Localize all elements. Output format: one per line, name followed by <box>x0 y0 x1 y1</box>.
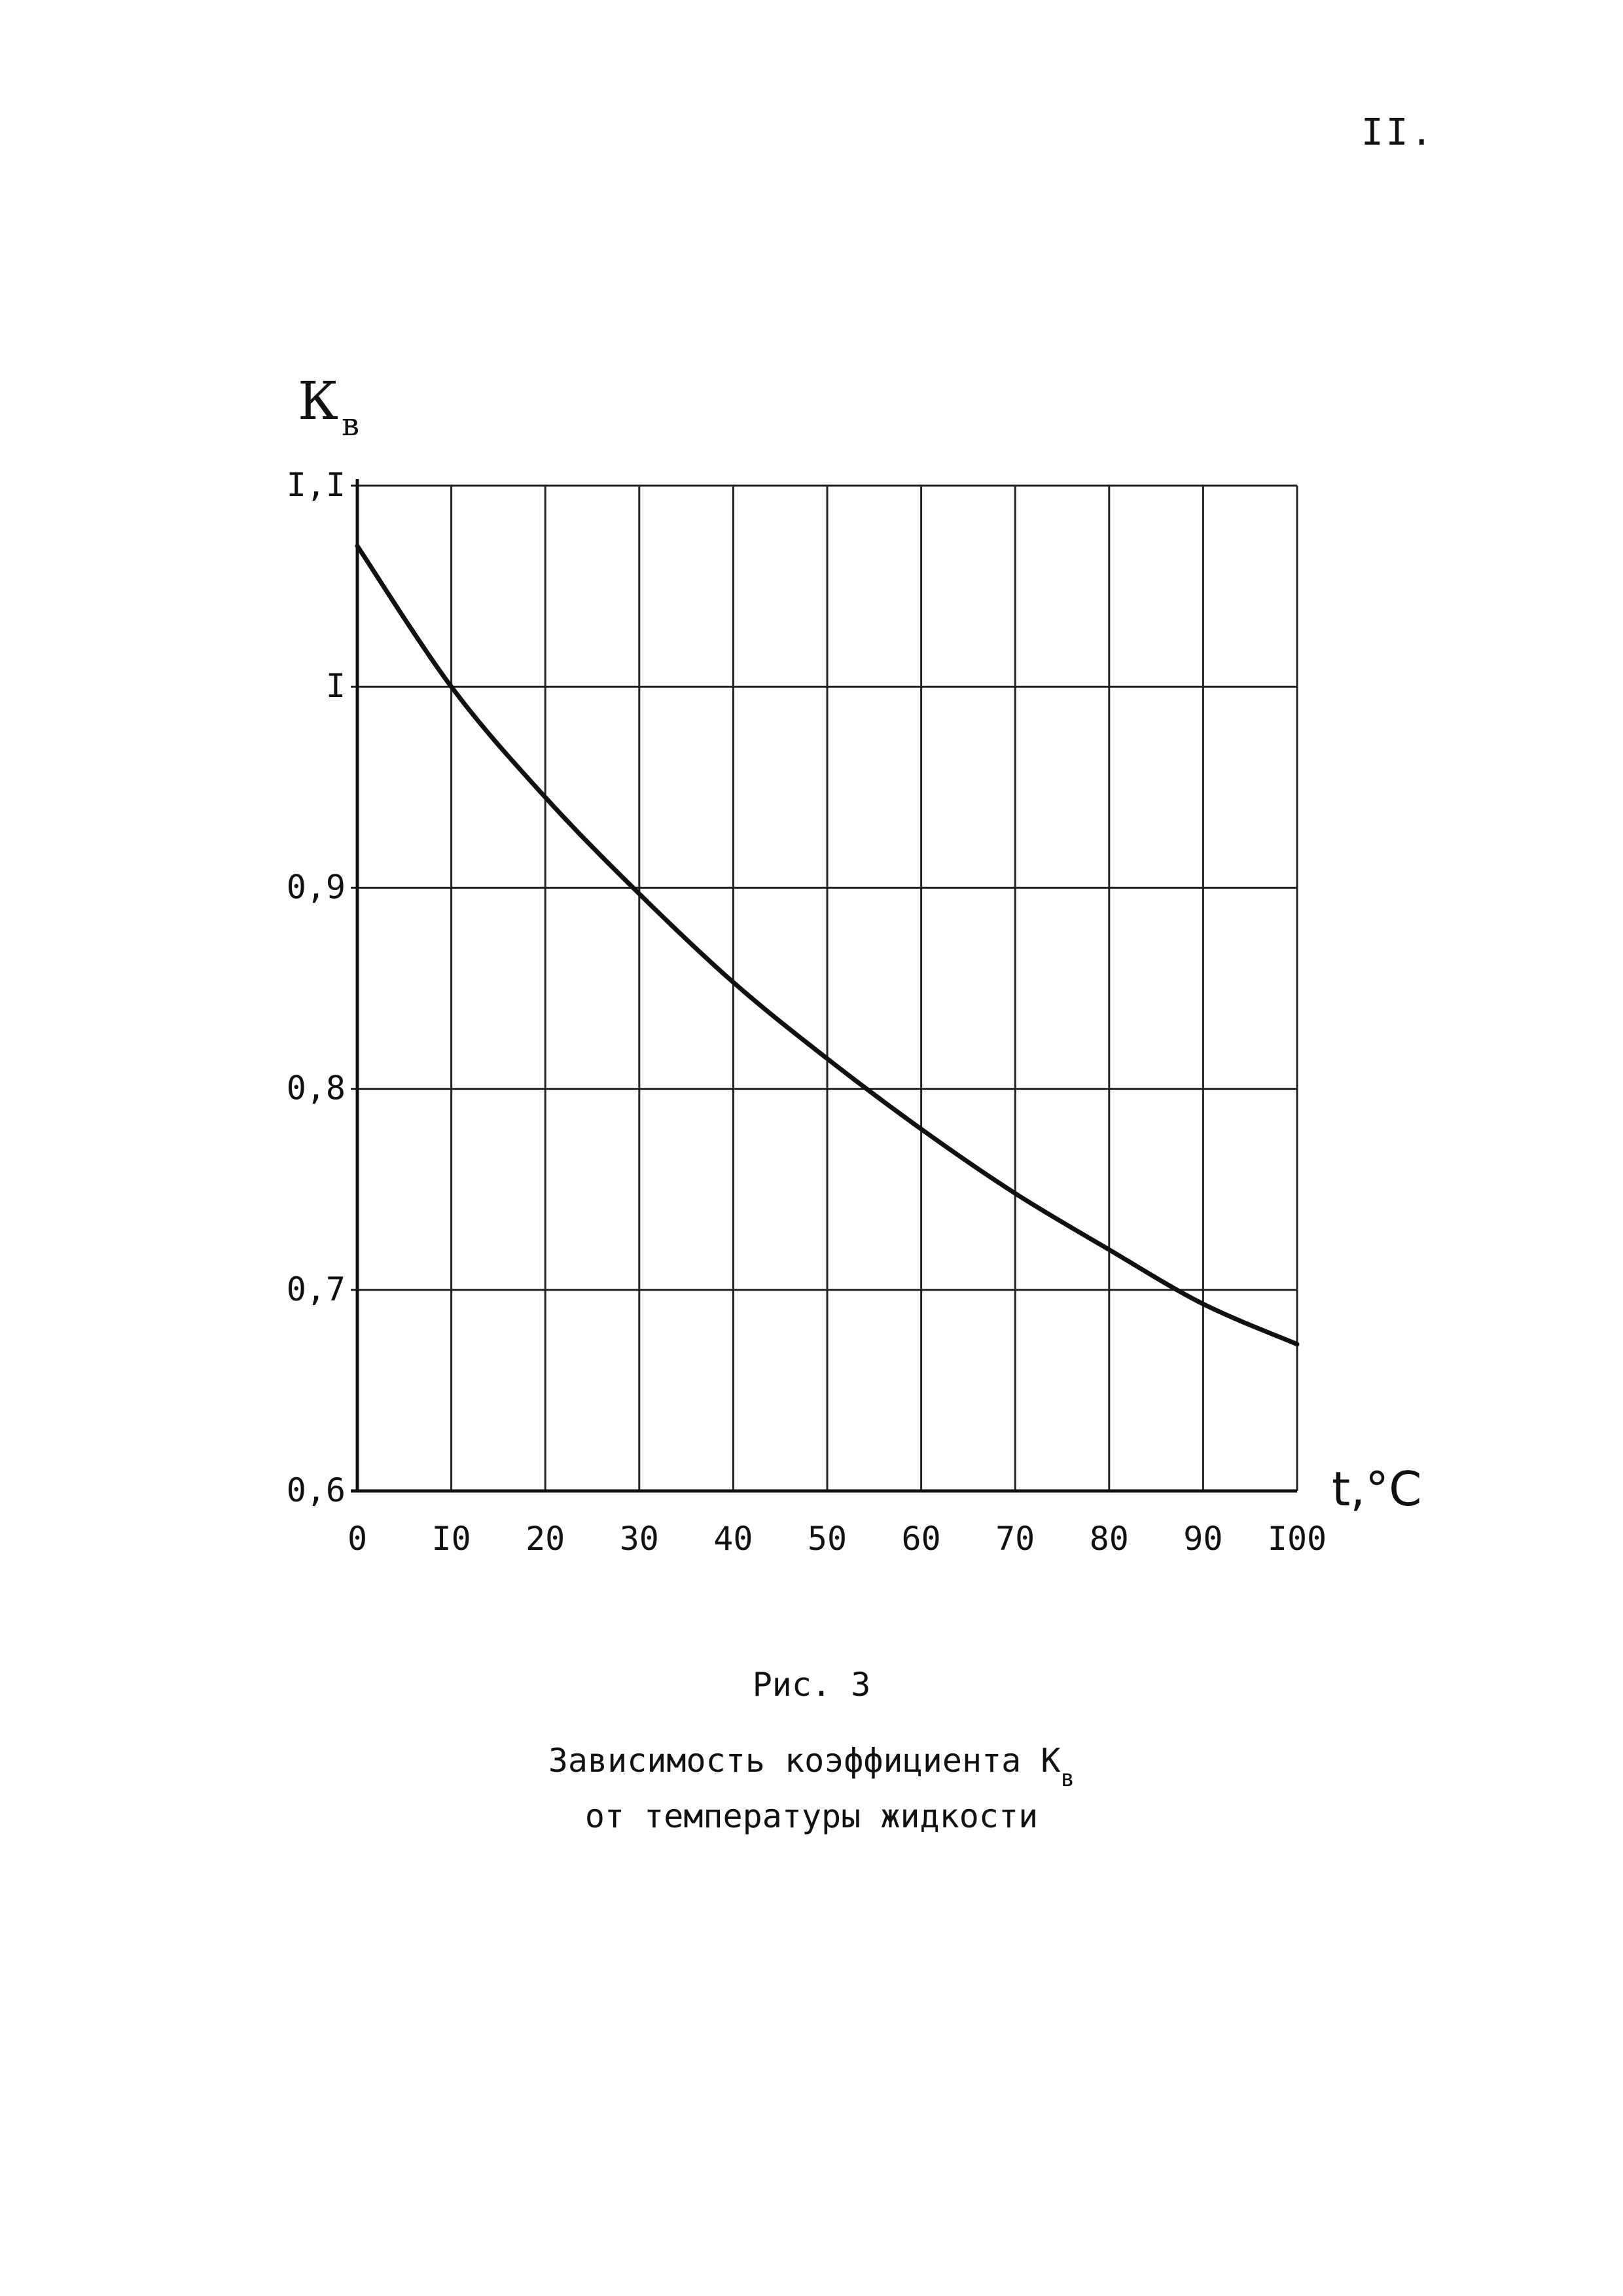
x-tick-label: 90 <box>1183 1520 1223 1558</box>
y-tick-label: 0,9 <box>286 868 346 906</box>
figure-caption-line2 <box>0 1793 1623 1839</box>
x-tick-label: 0 <box>347 1520 368 1558</box>
y-tick-label: 0,8 <box>286 1069 346 1107</box>
y-tick-label: 0,6 <box>286 1471 346 1509</box>
x-tick-label: 60 <box>901 1520 941 1558</box>
y-tick-label: I,I <box>286 466 346 504</box>
x-tick-label: I00 <box>1267 1520 1327 1558</box>
caption-line1-text: Зависимость коэффициента К <box>548 1742 1061 1780</box>
x-axis-label: t,°C <box>1332 1462 1422 1516</box>
x-tick-label: 20 <box>526 1520 565 1558</box>
caption-subscript: в <box>1060 1765 1075 1792</box>
y-tick-label: I <box>325 667 346 706</box>
x-tick-label: 80 <box>1089 1520 1129 1558</box>
y-axis-label: К <box>298 370 338 431</box>
figure-label: Рис. 3 <box>752 1666 871 1704</box>
x-tick-label: 40 <box>713 1520 753 1558</box>
page-number: II. <box>1361 111 1436 154</box>
x-tick-label: 70 <box>995 1520 1035 1558</box>
x-tick-label: I0 <box>431 1520 471 1558</box>
y-tick-label: 0,7 <box>286 1270 346 1308</box>
y-axis-label-subscript: в <box>342 406 360 443</box>
figure-caption-line1 <box>0 1738 1623 1792</box>
caption-line2-text: от температуры жидкости <box>584 1797 1039 1835</box>
x-tick-label: 50 <box>807 1520 847 1558</box>
x-tick-label: 30 <box>619 1520 659 1558</box>
